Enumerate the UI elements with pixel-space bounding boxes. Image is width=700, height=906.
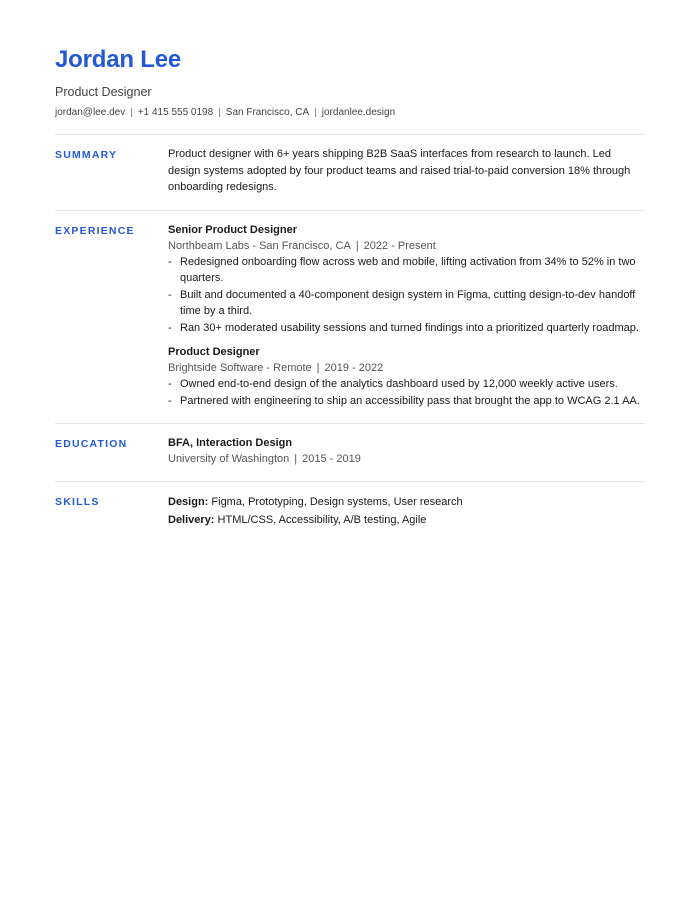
contact-location: San Francisco, CA <box>225 107 310 118</box>
job-meta <box>168 360 645 376</box>
contact-email: jordan@lee.dev <box>55 107 126 118</box>
job-entry <box>168 344 645 409</box>
job-dates: 2022 - Present <box>363 239 436 252</box>
job-company: Northbeam Labs - San Francisco, CA <box>168 239 351 252</box>
summary-text: Product designer with 6+ years shipping B2B SaaS interfaces from research to launch. Led design systems adopted by four product teams and raised trial-to-paid conversion 18% through onboarding redesigns. <box>168 148 631 193</box>
experience-heading: EXPERIENCE <box>55 224 135 237</box>
job-title: Senior Product Designer <box>168 223 297 236</box>
skill-group <box>168 511 645 529</box>
job-meta-separator: | <box>316 362 320 374</box>
skills-section <box>55 481 645 529</box>
job-company: Brightside Software - Remote <box>168 362 312 374</box>
experience-section <box>55 210 645 410</box>
candidate-name: Jordan Lee <box>55 46 182 73</box>
summary-heading: SUMMARY <box>55 149 118 161</box>
contact-line <box>55 106 645 120</box>
skill-group-name: Design: <box>168 496 209 508</box>
education-heading: EDUCATION <box>55 438 128 450</box>
education-degree: BFA, Interaction Design <box>168 437 293 449</box>
job-bullets <box>168 254 645 337</box>
skills-heading: SKILLS <box>55 496 100 508</box>
experience-list <box>168 222 645 410</box>
education-meta-separator: | <box>294 453 298 465</box>
education-section <box>55 423 645 467</box>
skill-group-name: Delivery: <box>168 514 215 526</box>
job-meta <box>168 238 645 254</box>
skill-group-items: HTML/CSS, Accessibility, A/B testing, Agile <box>217 514 427 526</box>
education-meta <box>168 451 645 467</box>
job-meta-separator: | <box>355 239 359 252</box>
education-school: University of Washington <box>168 453 290 465</box>
summary-section <box>55 134 645 196</box>
job-bullet: - Redesigned onboarding flow across web and mobile, lifting activation from 34% to 52% in two quarters. <box>168 254 645 287</box>
job-dates: 2019 - 2022 <box>324 362 384 374</box>
skill-group-items: Figma, Prototyping, Design systems, User research <box>211 496 463 508</box>
contact-website: jordanlee.design <box>321 107 396 118</box>
job-entry <box>168 222 645 337</box>
contact-separator: | <box>218 107 221 118</box>
contact-separator: | <box>130 107 133 118</box>
job-bullet: - Built and documented a 40-component design system in Figma, cutting design-to-dev handoff time by a third. <box>168 287 645 320</box>
job-bullet: - Partnered with engineering to ship an accessibility pass that brought the app to WCAG 2.1 AA. <box>168 393 645 410</box>
candidate-title: Product Designer <box>55 85 152 99</box>
resume-header <box>55 46 645 120</box>
skills-list <box>168 493 645 529</box>
contact-separator: | <box>314 107 317 118</box>
job-title: Product Designer <box>168 346 260 358</box>
education-entry <box>168 435 645 467</box>
job-bullets <box>168 376 645 409</box>
skill-group <box>168 493 645 511</box>
job-bullet: - Ran 30+ moderated usability sessions and turned findings into a prioritized quarterly roadmap. <box>168 320 645 337</box>
contact-phone: +1 415 555 0198 <box>137 107 214 118</box>
job-bullet: - Owned end-to-end design of the analytics dashboard used by 12,000 weekly active users. <box>168 376 645 393</box>
education-dates: 2015 - 2019 <box>302 453 361 465</box>
